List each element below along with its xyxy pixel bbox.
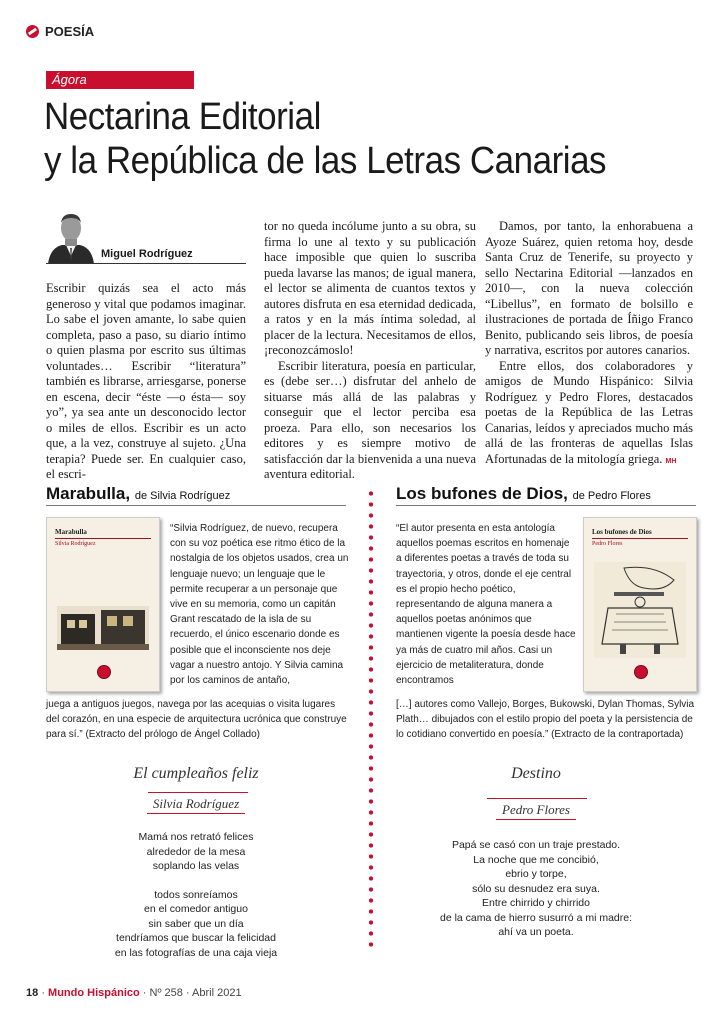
book-1-cover-rule bbox=[55, 538, 151, 539]
poem-line: La noche que me concibió, bbox=[473, 853, 599, 866]
poem-1-body bbox=[46, 830, 346, 974]
poem-1-author-rule bbox=[148, 792, 248, 793]
article-paragraph-text: Entre ellos, dos colaboradores y amigos de Mundo Hispánico: Silvia Rodríguez y Pedro Flores, destacados poetas de la República de las Letras Canarias, leídos y apreciados mucho más allá de las fronteras de aquellas Islas Afortunadas de la mitología griega. bbox=[485, 358, 693, 466]
poem-line: sin saber que un día bbox=[148, 917, 244, 930]
book-1-rule bbox=[46, 505, 346, 506]
author-divider bbox=[46, 263, 246, 264]
book-2-author: de Pedro Flores bbox=[572, 490, 651, 502]
poem-line: en el comedor antiguo bbox=[144, 903, 248, 915]
footer-separator: · bbox=[41, 987, 45, 999]
book-1-author: de Silvia Rodríguez bbox=[134, 490, 231, 502]
poem-line: de la cama de hierro susurró a mi madre: bbox=[440, 911, 632, 924]
poem-2-title: Destino bbox=[511, 765, 561, 782]
poem-2-body bbox=[396, 838, 676, 940]
book-1-quote-part-2: juega a antiguos juegos, navega por las acequias o visita lugares del corazón, en una especie de arquitectura ucrónica que construye para sí.” (Extracto del prólogo de Ángel Collado) bbox=[46, 699, 347, 741]
poem-line: tendríamos que buscar la felicidad bbox=[116, 932, 276, 944]
poem-line: Mamá nos retrató felices bbox=[138, 831, 254, 843]
headline-line-1: Nectarina Editorial bbox=[44, 96, 321, 138]
poem-1-author bbox=[46, 796, 346, 812]
article-headline bbox=[44, 95, 606, 183]
article-column-1 bbox=[46, 281, 246, 483]
poem-line: Papá se casó con un traje prestado. bbox=[451, 839, 621, 851]
book-1-quote-part-1: “Silvia Rodríguez, de nuevo, recupera con su voz poética ese ritmo ético de la nostalgia de los objetos usados, crea un lenguaje nuevo; un lenguaje que le permite recuperar a un personaje que vive en su memoria, como un capitán Grant rescatado de la isla de su recuerdo, el único escenario donde es posible que el inconsciente nos deje vagar a nuestro antojo. Y Silvia camina por los caminos de antaño, bbox=[170, 523, 349, 687]
article-column-2 bbox=[264, 219, 476, 483]
book-2-cover-title: Los bufones de Dios bbox=[592, 528, 652, 536]
page-footer bbox=[26, 987, 242, 999]
article-paragraph: Escribir quizás sea el acto más generoso y vital que podamos imaginar. Lo sabe el joven amante, lo sabe quien completa, paso a paso, su diario íntimo o quien plasma por escrito sus últimas voluntades… Escribir “literatura” también es librarse, arriesgarse, ponerse en escena, decir “éste —o ésta— soy yo”, ya sea ante un desconocido lector o miles de ellos. Escribir es un acto que, a la vez, construye al sujeto. ¿Una terapia? Puede ser. En cualquier caso, el escri- bbox=[46, 281, 246, 481]
book-1-cover-illustration bbox=[57, 606, 149, 650]
section-dot-icon bbox=[26, 25, 39, 38]
poem-line: ebrio y torpe, bbox=[505, 868, 567, 880]
page-number: 18 bbox=[26, 987, 39, 999]
poem-1-title: El cumpleaños feliz bbox=[133, 765, 259, 782]
book-1-cover-author: Silvia Rodríguez bbox=[55, 541, 96, 547]
magazine-name: Mundo Hispánico bbox=[48, 987, 140, 999]
poem-1-stanza-1 bbox=[46, 830, 346, 874]
article-paragraph: Escribir literatura, poesía en particular, es (debe ser…) disfrutar del anhelo de situarse más allá de las palabras y conseguir que el lector perciba esa proeza. Para ello, son necesarios los editores y es siempre motivo de satisfacción dar la bienvenida a una nueva aventura editorial. bbox=[264, 358, 476, 481]
article-paragraph bbox=[485, 359, 693, 470]
poem-line: Entre chirrido y chirrido bbox=[482, 897, 590, 909]
author-photo bbox=[46, 206, 96, 264]
article-paragraph: tor no queda incólume junto a su obra, su firma lo une al texto y su publicación hace imposible que quien lo suscriba pueda lavarse las manos; de igual manera, el lector se alimenta de cuantos textos y autores disfruta en esa eternidad dedicada, a ratos y en la más íntima soledad, al placer de la lectura. Necesitamos de ellos, ¡reconozcámoslo! bbox=[264, 219, 476, 357]
book-2-cover-illustration bbox=[594, 562, 686, 658]
book-2-title: Los bufones de Dios, bbox=[396, 484, 568, 503]
rubric-bar: Ágora bbox=[46, 71, 194, 89]
section-label: POESÍA bbox=[45, 24, 95, 39]
book-2-quote-part-2: […] autores como Vallejo, Borges, Bukowski, Dylan Thomas, Sylvia Plath… dibujados con el estilo propio del poeta y la persistencia de lo cotidiano convertido en poesía.” (Extracto de la contraportada) bbox=[396, 699, 695, 741]
issue-date: Abril 2021 bbox=[192, 987, 242, 999]
article-signature: MH bbox=[665, 457, 677, 465]
author-name: Miguel Rodríguez bbox=[101, 248, 193, 260]
dotted-divider bbox=[368, 488, 374, 948]
section-header bbox=[26, 24, 94, 39]
book-2-cover-author: Pedro Flores bbox=[592, 541, 623, 547]
poem-line: en las fotografías de una caja vieja bbox=[114, 946, 278, 959]
book-2-rule bbox=[396, 505, 696, 506]
book-1-cover-title: Marabulla bbox=[55, 528, 87, 536]
article-column-3 bbox=[485, 219, 693, 469]
book-2-cover-rule bbox=[592, 538, 688, 539]
article-paragraph: Damos, por tanto, la enhorabuena a Ayoze Suárez, quien retoma hoy, desde Santa Cruz de Tenerife, su proyecto y sello Nectarina Editorial —lanzados en 2010—, con la nueva colección “Libellus”, en formato de bolsillo e ilustraciones de portada de Íñigo Franco Benito, publicando seis libros, de poesía y narrativa, escritos por autores canarios. bbox=[485, 219, 693, 357]
poem-1-stanza-2 bbox=[46, 888, 346, 961]
poem-2-author-name: Pedro Flores bbox=[496, 802, 576, 820]
poem-1-author-name: Silvia Rodríguez bbox=[147, 796, 245, 814]
poem-line: alrededor de la mesa bbox=[146, 845, 246, 858]
book-1-publisher-logo-icon bbox=[97, 665, 111, 679]
poem-line: sólo su desnudez era suya. bbox=[472, 882, 600, 895]
book-1-title: Marabulla, bbox=[46, 484, 131, 503]
poem-line: ahí va un poeta. bbox=[498, 926, 574, 938]
book-2-quote-part-1: “El autor presenta en esta antología aquellos poemas escritos en homenaje a diferentes poetas a través de toda su trayectoria, y otros, donde el eje central es el propio hecho poético, representando de alguna manera a aquellos poetas anónimos que mantienen vigente la poesía desde hace ya más de cuatro mil años. Casi un ejercicio de metaliteratura, donde encontramos bbox=[396, 523, 576, 687]
poem-line: todos sonreíamos bbox=[154, 888, 238, 901]
poem-line: soplando las velas bbox=[152, 860, 240, 872]
poem-2-author bbox=[396, 802, 676, 818]
book-2-heading bbox=[396, 484, 651, 504]
book-2-cover bbox=[583, 517, 697, 692]
issue-number: · Nº 258 · bbox=[142, 987, 190, 999]
poem-2-author-rule bbox=[487, 798, 587, 799]
headline-line-2: y la República de las Letras Canarias bbox=[44, 140, 607, 182]
author-block bbox=[46, 206, 246, 264]
book-1-cover bbox=[46, 517, 160, 692]
book-1-heading bbox=[46, 484, 230, 504]
book-2-publisher-logo-icon bbox=[634, 665, 648, 679]
